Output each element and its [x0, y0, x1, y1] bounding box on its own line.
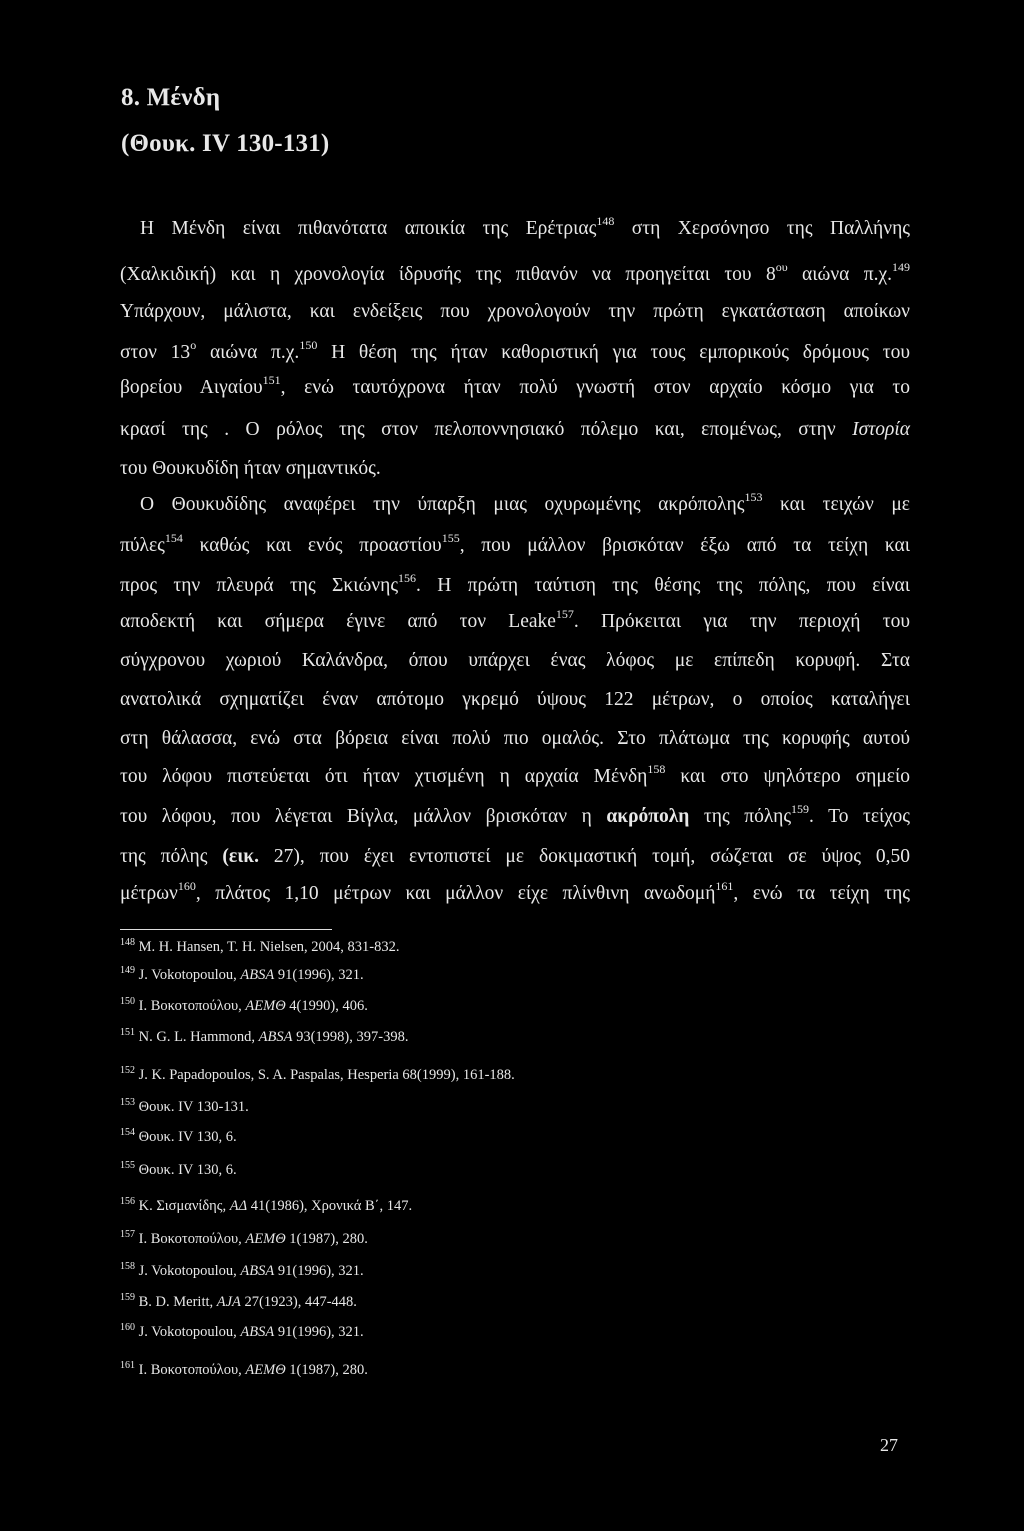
footnote-ref: 158 — [647, 762, 666, 776]
footnote-159: $^{159}$ B. D. Meritt, AJA 27(1923), 447-448. — [120, 1292, 357, 1310]
p1-line-3: Υπάρχουν, μάλιστα, και ενδείξεις που χρονολογούν την πρώτη εγκατάσταση αποίκων — [120, 301, 910, 322]
footnote-155: $^{155}$ Θουκ. IV 130, 6. — [120, 1160, 237, 1178]
p2-line-7: στη θάλασσα, ενώ στα βόρεια είναι πολύ πιο ομαλός. Στο πλάτωμα της κορυφής αυτού — [120, 728, 910, 749]
footnote-ref: 159 — [791, 802, 810, 816]
footnote-ref: 154 — [164, 531, 183, 545]
footnote-separator — [120, 929, 332, 930]
footnote-161: $^{161}$ Ι. Βοκοτοπούλου, ΑΕΜΘ 1(1987), 280. — [120, 1360, 368, 1378]
section-source: (Θουκ. IV 130-131) — [121, 130, 330, 157]
footnote-number: 150 — [120, 996, 135, 1007]
footnote-ref: 157 — [555, 607, 574, 621]
p2-line-2: πύλες$^{154}$ καθώς και ενός προαστίου$^{155}$, που μάλλον βρισκόταν έξω από τα τείχη και — [120, 531, 911, 556]
footnote-number: 159 — [120, 1292, 135, 1303]
footnote-number: 161 — [120, 1360, 135, 1371]
footnote-ref: 160 — [177, 879, 196, 893]
footnote-number: 148 — [120, 937, 135, 948]
p1-line-5: βορείου Αιγαίου$^{151}$, ενώ ταυτόχρονα ήταν πολύ γνωστή στον αρχαίο κόσμο για το — [120, 373, 911, 398]
footnote-156: $^{156}$ Κ. Σισμανίδης, ΑΔ 41(1986), Χρονικά Β΄, 147. — [120, 1196, 413, 1214]
p2-line-8: του λόφου πιστεύεται ότι ήταν χτισμένη η αρχαία Μένδη$^{158}$ και στο ψηλότερο σημείο — [120, 762, 910, 787]
footnote-ref: 161 — [715, 879, 734, 893]
p1-line-7: του Θουκυδίδη ήταν σημαντικός. — [120, 458, 381, 479]
footnote-149: $^{149}$ J. Vokotopoulou, ABSA 91(1996), 321. — [120, 965, 364, 983]
footnote-number: 153 — [120, 1097, 135, 1108]
p2-line-4: αποδεκτή και σήμερα έγινε από τον Leake$^{157}$. Πρόκειται για την περιοχή του — [120, 607, 910, 632]
p1-line-1: Η Μένδη είναι πιθανότατα αποικία της Ερέτριας$^{148}$ στη Χερσόνησο της Παλλήνης — [140, 214, 910, 239]
footnote-ref: 155 — [441, 531, 460, 545]
footnote-number: 154 — [120, 1127, 135, 1138]
page-number: 27 — [880, 1435, 898, 1455]
footnote-150: $^{150}$ Ι. Βοκοτοπούλου, ΑΕΜΘ 4(1990), 406. — [120, 996, 368, 1014]
footnote-157: $^{157}$ Ι. Βοκοτοπούλου, ΑΕΜΘ 1(1987), 280. — [120, 1229, 368, 1247]
p2-line-11: μέτρων$^{160}$, πλάτος 1,10 μέτρων και μάλλον είχε πλίνθινη ανωδομή$^{161}$, ενώ τα τείχη της — [120, 879, 910, 904]
footnote-153: $^{153}$ Θουκ. IV 130-131. — [120, 1097, 249, 1115]
p2-line-5: σύγχρονου χωριού Καλάνδρα, όπου υπάρχει ένας λόφος με επίπεδη κορυφή. Στα — [120, 650, 910, 671]
p1-line-4: στον $13^o$ αιώνα π.χ.$^{150}$ Η θέση της ήταν καθοριστική για τους εμπορικούς δρόμους του — [120, 338, 910, 363]
footnote-158: $^{158}$ J. Vokotopoulou, ABSA 91(1996), 321. — [120, 1261, 364, 1279]
footnote-number: 158 — [120, 1261, 135, 1272]
footnote-148: $^{148}$ M. H. Hansen, T. H. Nielsen, 2004, 831-832. — [120, 937, 400, 955]
footnote-number: 151 — [120, 1027, 135, 1038]
p1-line-6: κρασί της . Ο ρόλος της στον πελοποννησιακό πόλεμο και, επομένως, στην Ιστορία — [120, 419, 910, 440]
footnote-number: 160 — [120, 1322, 135, 1333]
footnote-ref: 153 — [744, 490, 763, 504]
p2-line-6: ανατολικά σχηματίζει έναν απότομο γκρεμό ύψους 122 μέτρων, ο οποίος καταλήγει — [120, 689, 910, 710]
footnote-152: $^{152}$ J. K. Papadopoulos, S. A. Paspalas, Hesperia 68(1999), 161-188. — [120, 1065, 515, 1083]
footnote-ref: 149 — [892, 260, 910, 274]
footnote-number: 157 — [120, 1229, 135, 1240]
footnote-ref: 151 — [262, 373, 281, 387]
p2-line-3: προς την πλευρά της Σκιώνης$^{156}$. Η πρώτη ταύτιση της θέσης της πόλης, που είναι — [120, 571, 910, 596]
section-title: 8. Μένδη — [121, 84, 221, 111]
p2-line-9: του λόφου, που λέγεται Βίγλα, μάλλον βρισκόταν η ακρόπολη της πόλης$^{159}$. Το τείχος — [120, 802, 910, 827]
footnote-number: 149 — [120, 965, 135, 976]
p2-line-1: Ο Θουκυδίδης αναφέρει την ύπαρξη μιας οχυρωμένης ακρόπολης$^{153}$ και τειχών με — [140, 490, 910, 515]
footnote-151: $^{151}$ N. G. L. Hammond, ABSA 93(1998), 397-398. — [120, 1027, 409, 1045]
footnote-ref: 150 — [299, 338, 318, 352]
p1-line-2: (Χαλκιδική) και η χρονολογία ίδρυσής της πιθανόν να προηγείται του $8^{o\upsilon}$ αιώνα π.χ.$^{149}$ — [120, 260, 910, 285]
footnote-154: $^{154}$ Θουκ. IV 130, 6. — [120, 1127, 237, 1145]
p2-line-10: της πόλης (εικ. 27), που έχει εντοπιστεί με δοκιμαστική τομή, σώζεται σε ύψος 0,50 — [120, 846, 910, 867]
footnote-number: 155 — [120, 1160, 135, 1171]
footnote-number: 156 — [120, 1196, 135, 1207]
footnote-number: 152 — [120, 1065, 135, 1076]
footnote-160: $^{160}$ J. Vokotopoulou, ABSA 91(1996), 321. — [120, 1322, 364, 1340]
footnote-ref: 156 — [398, 571, 417, 585]
footnote-ref: 148 — [596, 214, 615, 228]
